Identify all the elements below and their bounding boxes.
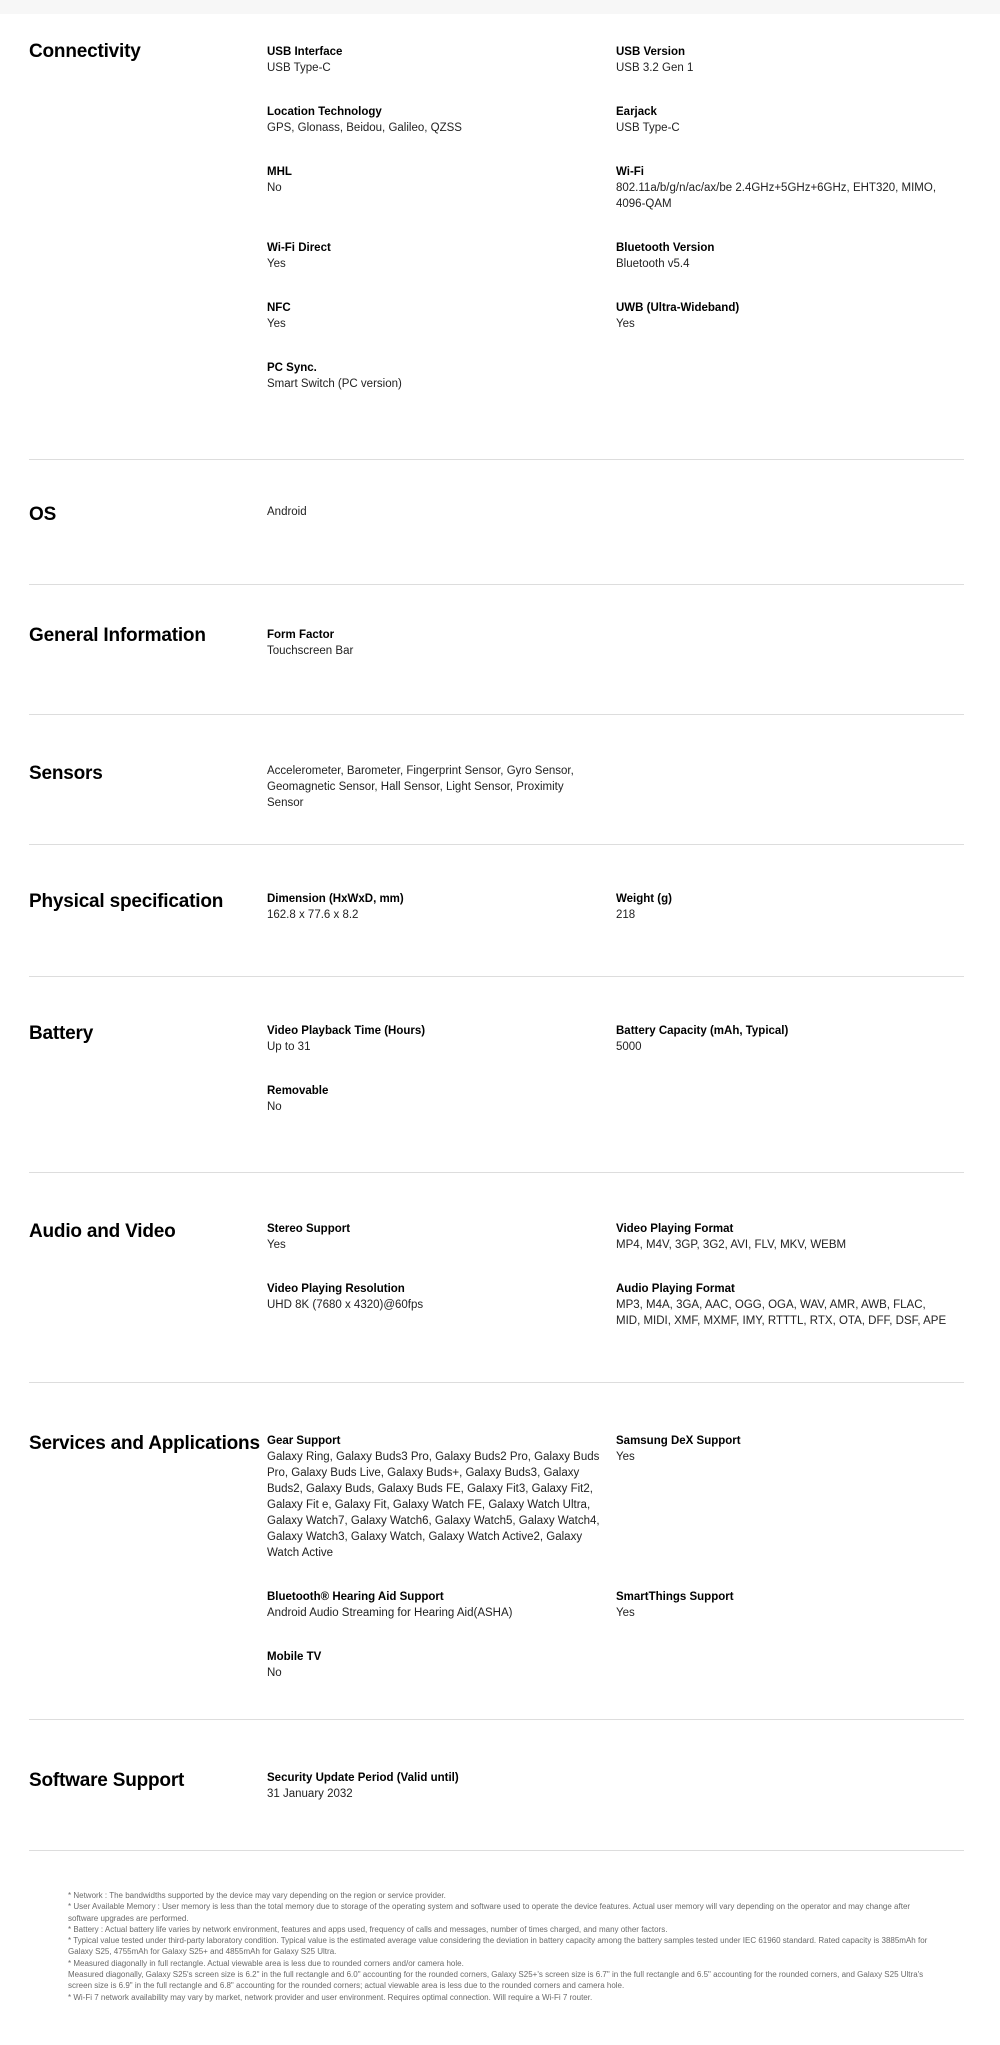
footnote: * Typical value tested under third-party laboratory condition. Typical value is the estimated average value considering the deviation in battery capacity among the battery samples tested under IEC 61960 standard. Rated capacity is 3885mAh for Galaxy S25, 4755mAh for Galaxy S25+ and 4855mAh for Galaxy S25 Ultra. — [68, 1936, 928, 1957]
spec-item — [267, 504, 616, 520]
spec-value: Up to 31 — [267, 1041, 311, 1053]
spec-value: No — [267, 182, 282, 194]
spec-value: MP3, M4A, 3GA, AAC, OGG, OGA, WAV, AMR, AWB, FLAC, MID, MIDI, XMF, MXMF, IMY, RTTTL, RTX, OTA, DFF, DSF, APE — [616, 1299, 947, 1327]
spec-value: No — [267, 1101, 282, 1113]
footnote: * Wi-Fi 7 network availability may vary by market, network provider and user environment. Requires optimal connection. Will require a Wi-Fi 7 router. — [68, 1992, 593, 2002]
spec-value: Yes — [616, 318, 635, 330]
section-title: Physical specification — [29, 891, 224, 912]
spec-label: Bluetooth Version — [616, 242, 715, 254]
spec-label: Security Update Period (Valid until) — [267, 1772, 459, 1784]
spec-section-general-information — [29, 585, 964, 715]
spec-item — [267, 240, 616, 272]
section-title: Audio and Video — [29, 1221, 176, 1242]
spec-grid — [267, 845, 964, 976]
spec-value: Yes — [267, 318, 286, 330]
spec-section-sensors — [29, 715, 964, 845]
spec-item — [267, 1589, 616, 1621]
spec-item — [267, 300, 616, 332]
spec-label: Location Technology — [267, 106, 382, 118]
spec-section-physical-specification — [29, 845, 964, 977]
section-title: Software Support — [29, 1770, 185, 1791]
spec-list — [0, 14, 1000, 1851]
spec-item — [616, 891, 964, 923]
spec-value: 218 — [616, 909, 636, 921]
spec-grid — [267, 585, 964, 714]
spec-value: 802.11a/b/g/n/ac/ax/be 2.4GHz+5GHz+6GHz, EHT320, MIMO, 4096-QAM — [616, 182, 937, 210]
spec-label: Battery Capacity (mAh, Typical) — [616, 1025, 789, 1037]
spec-item — [267, 1770, 616, 1802]
footnote: * Network : The bandwidths supported by the device may vary depending on the region or service provider. — [68, 1891, 446, 1900]
spec-label: Samsung DeX Support — [616, 1435, 741, 1447]
spec-item — [267, 1221, 616, 1253]
spec-value: MP4, M4V, 3GP, 3G2, AVI, FLV, MKV, WEBM — [616, 1239, 847, 1251]
spec-label: Video Playing Resolution — [267, 1283, 405, 1295]
spec-value: Bluetooth v5.4 — [616, 258, 690, 270]
spec-value: 162.8 x 77.6 x 8.2 — [267, 909, 359, 921]
spec-item — [616, 1281, 964, 1329]
spec-value: USB Type-C — [616, 122, 680, 134]
spec-label: Gear Support — [267, 1435, 341, 1447]
spec-grid — [267, 715, 964, 844]
spec-label: Weight (g) — [616, 893, 672, 905]
spec-grid — [267, 977, 964, 1172]
spec-label: Video Playing Format — [616, 1223, 734, 1235]
spec-label: Wi-Fi — [616, 166, 644, 178]
spec-grid — [267, 1173, 964, 1382]
spec-section-battery — [29, 977, 964, 1173]
footnote: * User Available Memory : User memory is less than the total memory due to storage of the operating system and software used to operate the device features. Actual user memory will vary depending on the operator and may change after software upgrades are performed. — [68, 1902, 911, 1923]
spec-item — [616, 164, 964, 212]
footnotes — [68, 1890, 928, 2003]
spec-label: SmartThings Support — [616, 1591, 734, 1603]
footnote: Measured diagonally, Galaxy S25's screen size is 6.2" in the full rectangle and 6.0" accounting for the rounded corners, Galaxy S25+'s screen size is 6.7" in the full rectangle and 6.5" accounting for the rounded corners, and Galaxy S25 Ultra's screen size is 6.9" in the full rectangle and 6.8" accounting for the rounded corners; actual viewable area is less due to the rounded corners and camera hole. — [68, 1970, 924, 1991]
spec-value: Galaxy Ring, Galaxy Buds3 Pro, Galaxy Buds2 Pro, Galaxy Buds Pro, Galaxy Buds Live, Galaxy Buds+, Galaxy Buds3, Galaxy Buds2, Galaxy Buds, Galaxy Buds FE, Galaxy Fit3, Galaxy Fit2, Galaxy Fit e, Galaxy Fit, Galaxy Watch FE, Galaxy Watch Ultra, Galaxy Watch7, Galaxy Watch6, Galaxy Watch5, Galaxy Watch4, Galaxy Watch3, Galaxy Watch, Galaxy Watch Active2, Galaxy Watch Active — [267, 1451, 600, 1559]
spec-value: GPS, Glonass, Beidou, Galileo, QZSS — [267, 122, 462, 134]
section-title: OS — [29, 504, 57, 525]
spec-section-services-and-applications — [29, 1383, 964, 1720]
spec-label: UWB (Ultra-Wideband) — [616, 302, 740, 314]
spec-item — [267, 763, 616, 811]
spec-item — [267, 891, 616, 923]
spec-label: Mobile TV — [267, 1651, 322, 1663]
spec-value: No — [267, 1667, 282, 1679]
spec-item — [267, 164, 616, 212]
spec-item — [267, 1083, 616, 1115]
spec-value: Accelerometer, Barometer, Fingerprint Sensor, Gyro Sensor, Geomagnetic Sensor, Hall Sensor, Light Sensor, Proximity Sensor — [267, 765, 574, 809]
spec-value: 31 January 2032 — [267, 1788, 353, 1800]
spec-item — [267, 44, 616, 76]
spec-grid — [267, 14, 964, 459]
spec-value: UHD 8K (7680 x 4320)@60fps — [267, 1299, 424, 1311]
section-title: Connectivity — [29, 41, 141, 62]
spec-value: Yes — [616, 1607, 635, 1619]
spec-value: Touchscreen Bar — [267, 645, 354, 657]
spec-item — [267, 1023, 616, 1055]
spec-item — [267, 1649, 616, 1681]
spec-item — [616, 240, 964, 272]
spec-label: Earjack — [616, 106, 657, 118]
spec-grid — [267, 1383, 964, 1719]
section-title: General Information — [29, 625, 206, 646]
spec-label: Removable — [267, 1085, 329, 1097]
spec-label: NFC — [267, 302, 291, 314]
spec-item — [267, 1281, 616, 1329]
spec-section-os — [29, 460, 964, 585]
spec-label: USB Version — [616, 46, 686, 58]
spec-item — [616, 44, 964, 76]
spec-item — [616, 1589, 964, 1621]
spec-value: Yes — [267, 1239, 286, 1251]
spec-label: USB Interface — [267, 46, 343, 58]
spec-value: Smart Switch (PC version) — [267, 378, 402, 390]
spec-value: Android — [267, 506, 307, 518]
spec-value: USB 3.2 Gen 1 — [616, 62, 694, 74]
spec-label: Wi-Fi Direct — [267, 242, 331, 254]
footnote: * Battery : Actual battery life varies by network environment, features and apps used, frequency of calls and messages, number of times charged, and many other factors. — [68, 1924, 668, 1934]
spec-label: Stereo Support — [267, 1223, 351, 1235]
spec-label: Dimension (HxWxD, mm) — [267, 893, 404, 905]
section-title: Services and Applications — [29, 1433, 260, 1454]
spec-section-software-support — [29, 1720, 964, 1851]
spec-value: 5000 — [616, 1041, 642, 1053]
spec-item — [267, 360, 616, 392]
spec-grid — [267, 460, 964, 584]
spec-section-audio-and-video — [29, 1173, 964, 1383]
spec-item — [616, 104, 964, 136]
spec-value: Yes — [267, 258, 286, 270]
section-title: Battery — [29, 1023, 94, 1044]
top-bar — [0, 0, 1000, 14]
spec-value: USB Type-C — [267, 62, 331, 74]
spec-label: MHL — [267, 166, 292, 178]
spec-label: Audio Playing Format — [616, 1283, 735, 1295]
spec-value: Android Audio Streaming for Hearing Aid(ASHA) — [267, 1607, 513, 1619]
spec-item — [267, 1433, 616, 1561]
spec-item — [616, 300, 964, 332]
spec-label: Video Playback Time (Hours) — [267, 1025, 426, 1037]
spec-label: Bluetooth® Hearing Aid Support — [267, 1591, 444, 1603]
spec-item — [616, 1433, 964, 1561]
spec-item — [267, 104, 616, 136]
spec-section-connectivity — [29, 14, 964, 460]
spec-value: Yes — [616, 1451, 635, 1463]
spec-item — [616, 1023, 964, 1055]
spec-item — [267, 627, 616, 659]
spec-label: Form Factor — [267, 629, 335, 641]
section-title: Sensors — [29, 763, 103, 784]
spec-grid — [267, 1720, 964, 1850]
footnote: * Measured diagonally in full rectangle. Actual viewable area is less due to rounded corners and/or camera hole. — [68, 1958, 464, 1968]
spec-label: PC Sync. — [267, 362, 317, 374]
spec-item — [616, 1221, 964, 1253]
